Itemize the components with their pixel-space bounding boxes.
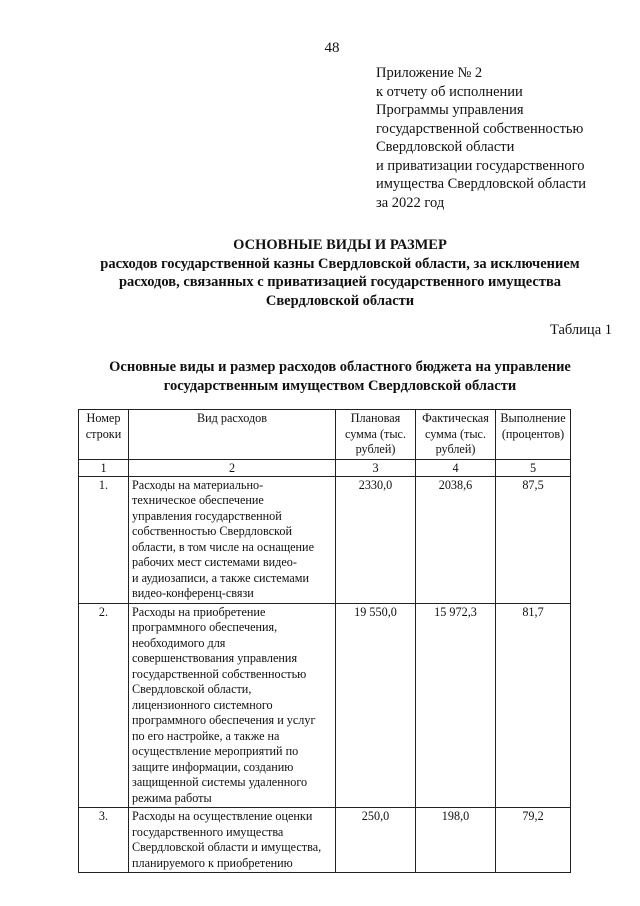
description-line: лицензионного системного — [132, 697, 273, 712]
header-planned: Плановая сумма (тыс. рублей) — [336, 410, 416, 460]
column-number-row — [79, 459, 571, 476]
header-row-number: Номер строки — [79, 410, 129, 460]
row-actual: 2038,6 — [416, 476, 496, 603]
description-line: управления государственной — [132, 508, 282, 523]
description-line: по его настройке, а также на — [132, 728, 280, 743]
header-completion: Выполнение (процентов) — [496, 410, 571, 460]
appendix-line: Свердловской области — [376, 139, 515, 155]
description-line: программного обеспечения, — [132, 620, 278, 634]
description-line: области, в том числе на оснащение — [132, 539, 314, 554]
appendix-line: и приватизации государственного — [376, 157, 585, 174]
appendix-line: государственной собственностью — [376, 120, 584, 137]
row-completion: 81,7 — [496, 603, 571, 808]
description-line: государственной собственностью — [132, 666, 307, 681]
description-line: режима работы — [132, 790, 212, 805]
row-number: 2. — [79, 603, 129, 808]
row-completion: 79,2 — [496, 808, 571, 873]
table-label: Таблица 1 — [549, 322, 612, 338]
row-description — [129, 808, 336, 873]
appendix-line: имущества Свердловской области — [376, 176, 587, 192]
appendix-line: за 2022 год — [376, 194, 445, 211]
page-number: 48 — [324, 40, 340, 56]
description-line: собственностью Свердловской — [132, 524, 292, 538]
row-number: 1. — [79, 476, 129, 603]
table-row — [79, 476, 571, 603]
row-planned: 2330,0 — [336, 476, 416, 603]
description-line: рабочих мест системами видео- — [132, 555, 297, 569]
table-header-row — [79, 410, 571, 460]
column-number: 4 — [416, 459, 496, 476]
row-description — [129, 603, 336, 808]
header-expense-type: Вид расходов — [129, 410, 336, 460]
description-line: техническое обеспечение — [132, 493, 264, 507]
description-line: программного обеспечения и услуг — [132, 713, 316, 727]
row-planned: 250,0 — [336, 808, 416, 873]
document-title — [60, 236, 620, 310]
description-line: Расходы на материально- — [132, 477, 264, 492]
title-line: расходов государственной казны Свердловской области, за исключением — [100, 255, 580, 272]
appendix-note — [376, 64, 626, 212]
title-line: ОСНОВНЫЕ ВИДЫ И РАЗМЕР — [233, 237, 447, 253]
description-line: государственного имущества — [132, 824, 284, 839]
header-actual: Фактическая сумма (тыс. рублей) — [416, 410, 496, 460]
column-number: 1 — [79, 459, 129, 476]
table-row — [79, 808, 571, 873]
title-line: расходов, связанных с приватизацией государственного имущества — [118, 274, 562, 290]
table-title-line: государственным имуществом Свердловской области — [163, 377, 517, 394]
column-number: 5 — [496, 459, 571, 476]
expenses-table — [78, 409, 571, 873]
description-line: совершенствования управления — [132, 651, 298, 665]
description-line: защищенной системы удаленного — [132, 775, 308, 789]
description-line: Свердловской области, — [132, 682, 252, 696]
title-line: Свердловской области — [265, 292, 415, 309]
description-line: и аудиозаписи, а также системами — [132, 570, 309, 585]
column-number: 2 — [129, 459, 336, 476]
description-line: защите информации, созданию — [132, 759, 294, 774]
row-actual: 198,0 — [416, 808, 496, 873]
column-number: 3 — [336, 459, 416, 476]
description-line: Расходы на осуществление оценки — [132, 809, 313, 823]
description-line: видео-конференц-связи — [132, 586, 254, 600]
appendix-line: Программы управления — [376, 102, 524, 118]
row-planned: 19 550,0 — [336, 603, 416, 808]
description-line: Расходы на приобретение — [132, 604, 266, 619]
description-line: осуществление мероприятий по — [132, 744, 299, 758]
table-row — [79, 603, 571, 808]
description-line: необходимого для — [132, 635, 226, 650]
table-title — [60, 358, 620, 395]
appendix-line: Приложение № 2 — [376, 65, 483, 81]
appendix-line: к отчету об исполнении — [376, 83, 523, 100]
table-title-line: Основные виды и размер расходов областного бюджета на управление — [109, 359, 571, 375]
row-completion: 87,5 — [496, 476, 571, 603]
row-description — [129, 476, 336, 603]
description-line: Свердловской области и имущества, — [132, 840, 322, 854]
description-line: планируемого к приобретению — [132, 855, 293, 870]
row-number: 3. — [79, 808, 129, 873]
row-actual: 15 972,3 — [416, 603, 496, 808]
